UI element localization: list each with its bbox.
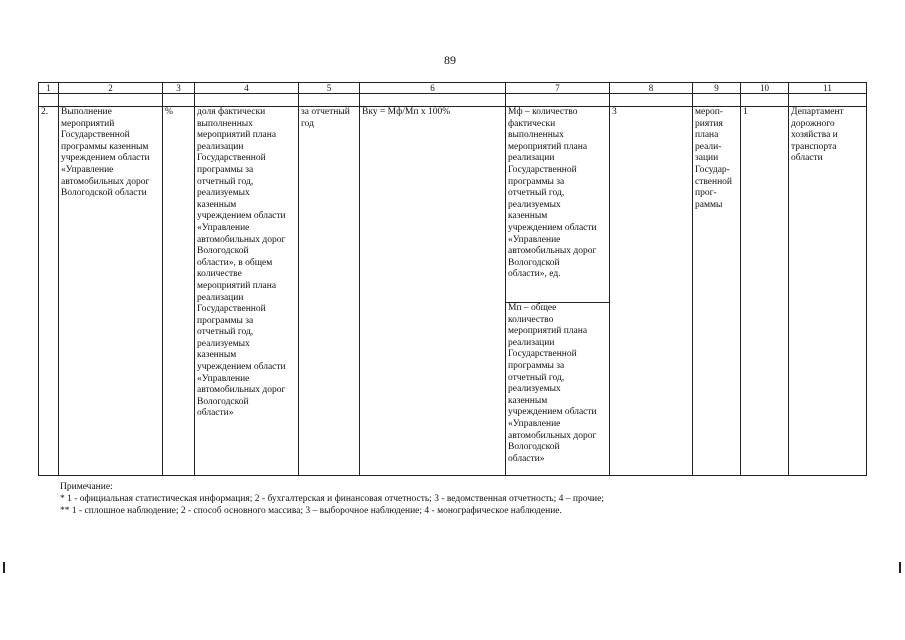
- cell-text-line: реализации: [197, 292, 244, 303]
- row-number-cell: [39, 107, 59, 476]
- cell-text-line: Мп – общее: [508, 303, 557, 313]
- cell-text-line: доля фактически: [197, 107, 266, 117]
- cell-text-line: области: [791, 153, 823, 164]
- cell-text-line: раммы: [695, 199, 723, 210]
- cell-text-line: количество: [508, 314, 554, 325]
- note-line-2: ** 1 - сплошное наблюдение; 2 - способ основного массива; 3 – выборочное наблюдение; 4 - монографическое наблюдение.: [60, 506, 562, 516]
- observation-unit-cell: [693, 107, 741, 476]
- cell-text-line: Государственной: [508, 349, 577, 360]
- cell-text-line: мероприятий: [61, 118, 115, 129]
- cell-text-line: за отчетный: [301, 107, 350, 117]
- formula-cell: [360, 107, 506, 476]
- column-number: 11: [789, 83, 867, 94]
- note-line-1: * 1 - официальная статистическая информация; 2 - бухгалтерская и финансовая отчетность; 3 - ведомственная отчетность; 4 – прочие;: [60, 494, 604, 504]
- cell-text-line: программы за: [197, 164, 254, 175]
- column-number: 7: [506, 83, 610, 94]
- notes-block: [60, 481, 604, 517]
- cell-text-line: Государ-: [695, 164, 730, 175]
- cell-text-line: транспорта: [791, 141, 837, 152]
- cell-text-line: программы за: [197, 315, 254, 326]
- page-number: 89: [444, 53, 456, 67]
- column-number: 10: [741, 83, 789, 94]
- cell-text-line: риятия: [695, 118, 723, 129]
- cell-text-line: Вологодской области: [61, 188, 147, 199]
- cell-text-line: области», в общем: [197, 257, 273, 268]
- cell-text-line: выполненных: [197, 118, 253, 129]
- cell-text-line: Государственной: [61, 130, 130, 141]
- cell-text-line: Вологодской: [508, 257, 560, 268]
- variable-mf: [506, 107, 609, 303]
- source-method-cell: [610, 107, 693, 476]
- cell-text-line: мероприятий плана: [508, 141, 588, 152]
- cell-text-line: фактически: [508, 118, 556, 129]
- notes-title: Примечание:: [60, 482, 113, 492]
- cell-text-line: выполненных: [508, 130, 564, 141]
- cell-text-line: автомобильных дорог: [197, 234, 286, 245]
- cell-text-line: отчетный год,: [508, 188, 565, 199]
- cell-text-line: 3: [612, 107, 617, 117]
- unit-cell: [163, 107, 195, 476]
- cell-text-line: дорожного: [791, 118, 835, 129]
- cell-text-line: хозяйства и: [791, 130, 838, 141]
- column-number: 4: [195, 83, 299, 94]
- cell-text-line: реализации: [197, 141, 244, 152]
- variable-mp: [506, 303, 609, 465]
- cell-text-line: Государственной: [197, 153, 266, 164]
- cell-text-line: учреждением области: [197, 362, 286, 373]
- cell-text-line: реализации: [508, 337, 555, 348]
- cell-text-line: зации: [695, 153, 719, 164]
- column-number: 3: [163, 83, 195, 94]
- cell-text-line: учреждением области: [508, 407, 597, 418]
- cell-text-line: Выполнение: [61, 107, 112, 117]
- cell-text-line: «Управление: [61, 164, 114, 175]
- cell-text-line: количестве: [197, 269, 242, 280]
- cell-text-line: учреждением области: [197, 211, 286, 222]
- cell-text-line: «Управление: [197, 222, 250, 233]
- cell-text-line: автомобильных дорог: [61, 176, 150, 187]
- cell-text-line: казенным: [197, 350, 237, 361]
- indicator-table: [38, 82, 867, 476]
- cell-text-line: реализуемых: [508, 199, 561, 210]
- cell-text-line: Вку = Мф/Мп х 100%: [362, 107, 451, 117]
- cell-text-line: реали-: [695, 141, 722, 152]
- cell-text-line: автомобильных дорог: [197, 385, 286, 396]
- column-number: 6: [360, 83, 506, 94]
- cell-text-line: учреждением области: [61, 153, 150, 164]
- cell-text-line: Государственной: [508, 164, 577, 175]
- cell-text-line: казенным: [197, 199, 237, 210]
- left-margin-mark: [3, 562, 5, 573]
- column-number: 1: [39, 83, 59, 94]
- cell-text-line: программы за: [508, 176, 565, 187]
- variables-cell: [506, 107, 610, 476]
- cell-text-line: автомобильных дорог: [508, 430, 597, 441]
- cell-text-line: области», ед.: [508, 269, 561, 280]
- cell-text-line: «Управление: [197, 373, 250, 384]
- cell-text-line: отчетный год,: [197, 327, 254, 338]
- spacer-row: [39, 94, 867, 107]
- cell-text-line: Департамент: [791, 107, 844, 117]
- cell-text-line: отчетный год,: [508, 372, 565, 383]
- column-number-row: [39, 83, 867, 94]
- column-number: 9: [693, 83, 741, 94]
- responsible-cell: [789, 107, 867, 476]
- cell-text-line: мероприятий плана: [508, 326, 588, 337]
- cell-text-line: реализации: [508, 153, 555, 164]
- cell-text-line: Вологодской: [197, 396, 249, 407]
- indicator-name-cell: [59, 107, 163, 476]
- right-margin-mark: [899, 562, 901, 573]
- cell-text-line: Вологодской: [508, 442, 560, 453]
- cell-text-line: «Управление: [508, 418, 561, 429]
- cell-text-line: учреждением области: [508, 222, 597, 233]
- cell-text-line: ственной: [695, 176, 733, 187]
- coverage-cell: [741, 107, 789, 476]
- cell-text-line: прог-: [695, 188, 717, 199]
- cell-text-line: плана: [695, 130, 719, 141]
- cell-text-line: 1: [743, 107, 748, 117]
- cell-text-line: программы за: [508, 360, 565, 371]
- cell-text-line: год: [301, 118, 314, 129]
- cell-text-line: реализуемых: [197, 188, 250, 199]
- cell-text-line: мероприятий плана: [197, 280, 277, 291]
- definition-cell: [195, 107, 299, 476]
- cell-text-line: %: [165, 107, 173, 117]
- cell-text-line: мероприятий плана: [197, 130, 277, 141]
- table-row: [39, 107, 867, 476]
- cell-text-line: Мф – количество: [508, 107, 578, 117]
- column-number: 5: [299, 83, 360, 94]
- cell-text-line: реализуемых: [508, 384, 561, 395]
- cell-text-line: области»: [508, 453, 545, 464]
- cell-text-line: Государственной: [197, 304, 266, 315]
- cell-text-line: реализуемых: [197, 338, 250, 349]
- cell-text-line: автомобильных дорог: [508, 246, 597, 257]
- cell-text-line: программы казенным: [61, 141, 149, 152]
- cell-text-line: 2.: [41, 107, 49, 117]
- cell-text-line: мероп-: [695, 107, 723, 117]
- cell-text-line: отчетный год,: [197, 176, 254, 187]
- cell-text-line: области»: [197, 408, 234, 419]
- column-number: 8: [610, 83, 693, 94]
- period-cell: [299, 107, 360, 476]
- cell-text-line: «Управление: [508, 234, 561, 245]
- column-number: 2: [59, 83, 163, 94]
- cell-text-line: казенным: [508, 395, 548, 406]
- cell-text-line: казенным: [508, 211, 548, 222]
- cell-text-line: Вологодской: [197, 246, 249, 257]
